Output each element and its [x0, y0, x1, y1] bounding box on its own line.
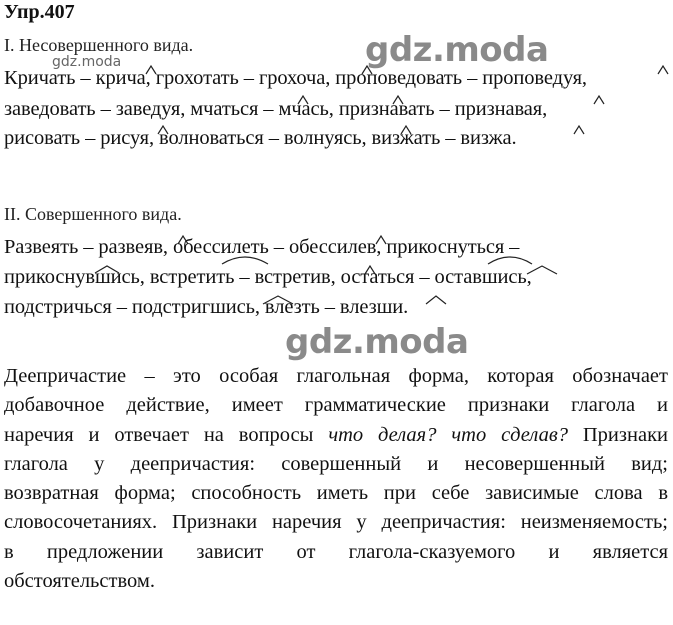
suffix-mark — [178, 236, 188, 244]
section2-line-3: подстричься – подстригшись, влезть – влезши. — [4, 296, 409, 318]
suffix-mark — [426, 296, 446, 304]
suffix-mark — [527, 266, 557, 274]
section2-line-2: прикоснувшись, встретить – встретив, остаться – оставшись, — [4, 266, 532, 288]
paragraph-text: наречия и отвечает на вопросы — [4, 423, 329, 446]
exercise-title: Упр.407 — [4, 1, 75, 23]
suffix-mark — [362, 66, 372, 74]
section2-heading: II. Совершенного вида. — [4, 204, 182, 224]
suffix-mark — [393, 96, 403, 104]
root-arc — [222, 257, 268, 264]
paragraph-text: Признаки — [567, 423, 668, 446]
suffix-mark — [401, 126, 411, 134]
paragraph-line: глагола у деепричастия: совершенный и несовершенный вид; — [4, 452, 668, 475]
suffix-mark — [594, 96, 604, 104]
suffix-mark — [146, 66, 156, 74]
suffix-mark — [95, 266, 119, 273]
suffix-mark — [658, 66, 668, 74]
suffix-mark — [298, 96, 308, 104]
section2-line-1: Развеять – развеяв, обессилеть – обессилев, прикоснуться – — [4, 236, 520, 258]
section1-line-1: Кричать – крича, грохотать – грохоча, проповедовать – проповедуя, — [4, 67, 587, 89]
watermark-middle-text: gdz.moda — [285, 322, 469, 362]
watermark-small: gdz.moda — [52, 54, 122, 70]
paragraph-line: возвратная форма; способность иметь при себе зависимые слова в — [4, 482, 668, 505]
suffix-mark — [376, 236, 386, 244]
root-arc — [488, 257, 532, 264]
paragraph-line: добавочное действие, имеет грамматические признаки глагола и — [4, 394, 668, 417]
section1-heading: I. Несовершенного вида. — [4, 35, 194, 55]
paragraph-questions: что делая? что сделав? — [328, 423, 568, 446]
paragraph-line: Деепричастие – это особая глагольная форма, которая обозначает — [4, 365, 668, 387]
paragraph-line: словосочетаниях. Признаки наречия у деепричастия: неизменяемость; — [4, 511, 668, 534]
suffix-mark — [158, 126, 168, 134]
watermark-top-text: gdz.moda — [365, 30, 549, 70]
paragraph-line: обстоятельством. — [4, 570, 155, 593]
section1-line-2: заведовать – заведуя, мчаться – мчась, признавать – признавая, — [4, 98, 548, 120]
suffix-mark — [365, 266, 375, 274]
paragraph-line: в предложении зависит от глагола-сказуемого и является — [4, 540, 668, 563]
section1-line-3: рисовать – рисуя, волноваться – волнуясь, визжать – визжа. — [4, 127, 517, 149]
suffix-mark — [574, 126, 584, 134]
suffix-mark — [263, 296, 293, 304]
